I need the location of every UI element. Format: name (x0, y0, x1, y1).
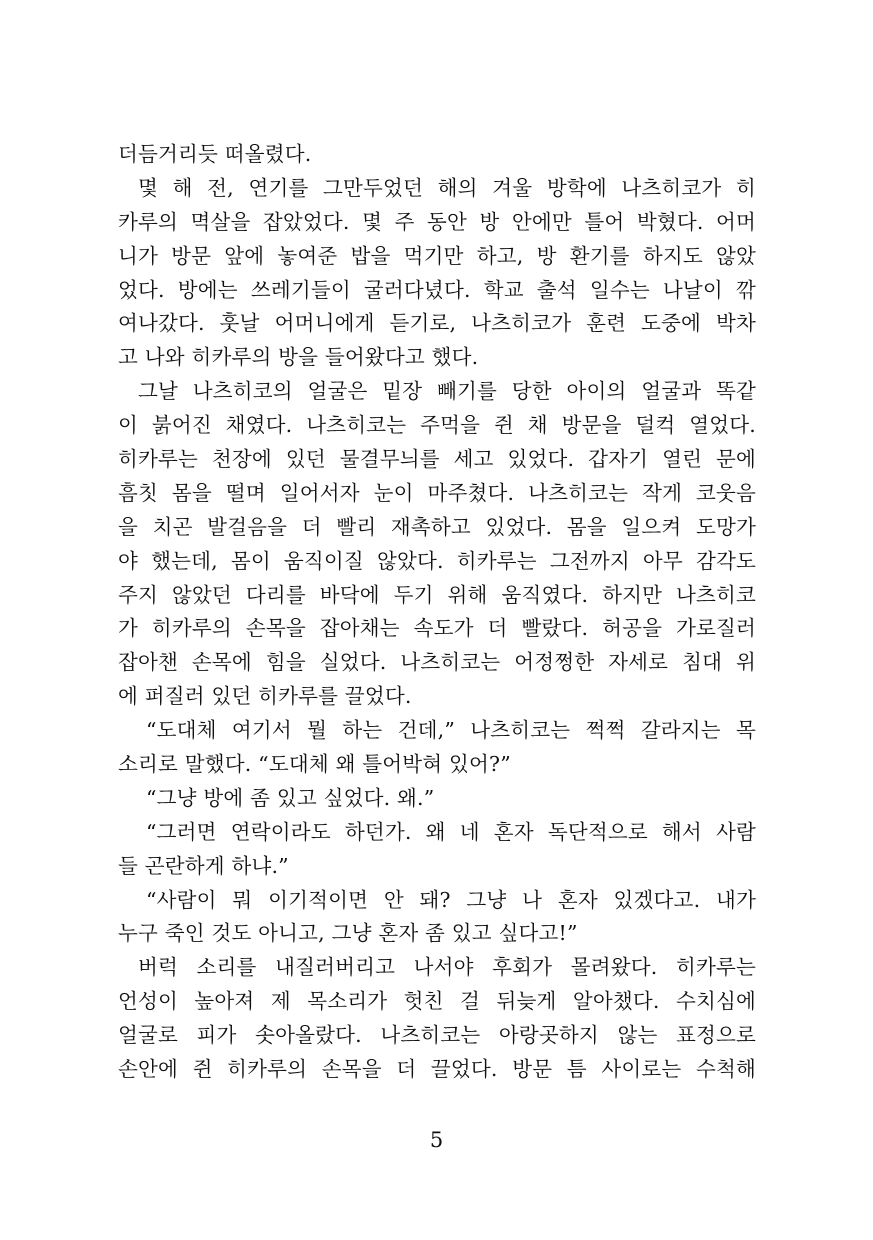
text-line: 들 곤란하게 하냐.” (118, 853, 289, 878)
body-text (118, 138, 756, 1087)
text-line: 주지 않았던 다리를 바닥에 두기 위해 움직였다. 하지만 나츠히코 (118, 582, 756, 607)
text-line: 손안에 쥔 히카루의 손목을 더 끌었다. 방문 틈 사이로는 수척해 (118, 1057, 756, 1082)
text-line: “도대체 여기서 뭘 하는 건데,” 나츠히코는 쩍쩍 갈라지는 목 (146, 718, 756, 743)
text-line: 얼굴로 피가 솟아올랐다. 나츠히코는 아랑곳하지 않는 표정으로 (118, 1023, 756, 1048)
text-line: 히카루는 천장에 있던 물결무늬를 세고 있었다. 갑자기 열린 문에 (118, 447, 756, 472)
text-line: “그러면 연락이라도 하던가. 왜 네 혼자 독단적으로 해서 사람 (146, 819, 756, 844)
text-line: “그냥 방에 좀 있고 싶었다. 왜.” (146, 785, 435, 810)
text-line: 에 퍼질러 있던 히카루를 끌었다. (118, 684, 412, 709)
text-line: 가 히카루의 손목을 잡아채는 속도가 더 빨랐다. 허공을 가로질러 (118, 616, 756, 641)
text-line: 누구 죽인 것도 아니고, 그냥 혼자 좀 있고 싶다고!” (118, 921, 578, 946)
text-line: 카루의 멱살을 잡았었다. 몇 주 동안 방 안에만 틀어 박혔다. 어머 (118, 209, 756, 234)
page-number: 5 (429, 1128, 444, 1152)
text-line: 잡아챈 손목에 힘을 실었다. 나츠히코는 어정쩡한 자세로 침대 위 (118, 650, 756, 675)
text-line: 흠칫 몸을 떨며 일어서자 눈이 마주쳤다. 나츠히코는 작게 코웃음 (118, 480, 756, 505)
text-line: 버럭 소리를 내질러버리고 나서야 후회가 몰려왔다. 히카루는 (138, 955, 756, 980)
text-line: 더듬거리듯 떠올렸다. (118, 142, 312, 166)
text-line: 을 치곤 발걸음을 더 빨리 재촉하고 있었다. 몸을 일으켜 도망가 (118, 514, 756, 539)
text-line: 고 나와 히카루의 방을 들어왔다고 했다. (118, 345, 479, 370)
text-line: 소리로 말했다. “도대체 왜 틀어박혀 있어?” (118, 752, 511, 777)
text-line: 었다. 방에는 쓰레기들이 굴러다녔다. 학교 출석 일수는 나날이 깎 (118, 277, 756, 302)
text-line: 몇 해 전, 연기를 그만두었던 해의 겨울 방학에 나츠히코가 히 (138, 175, 756, 200)
text-line: 야 했는데, 몸이 움직이질 않았다. 히카루는 그전까지 아무 감각도 (118, 548, 756, 573)
text-line: 그날 나츠히코의 얼굴은 밑장 빼기를 당한 아이의 얼굴과 똑같 (138, 379, 756, 404)
text-line: 이 붉어진 채였다. 나츠히코는 주먹을 쥔 채 방문을 덜컥 열었다. (118, 413, 756, 438)
text-line: 언성이 높아져 제 목소리가 헛친 걸 뒤늦게 알아챘다. 수치심에 (118, 989, 756, 1014)
text-line: “사람이 뭐 이기적이면 안 돼? 그냥 나 혼자 있겠다고. 내가 (146, 887, 756, 912)
text-line: 여나갔다. 훗날 어머니에게 듣기로, 나츠히코가 훈련 도중에 박차 (118, 311, 756, 336)
text-line: 니가 방문 앞에 놓여준 밥을 먹기만 하고, 방 환기를 하지도 않았 (118, 243, 756, 268)
